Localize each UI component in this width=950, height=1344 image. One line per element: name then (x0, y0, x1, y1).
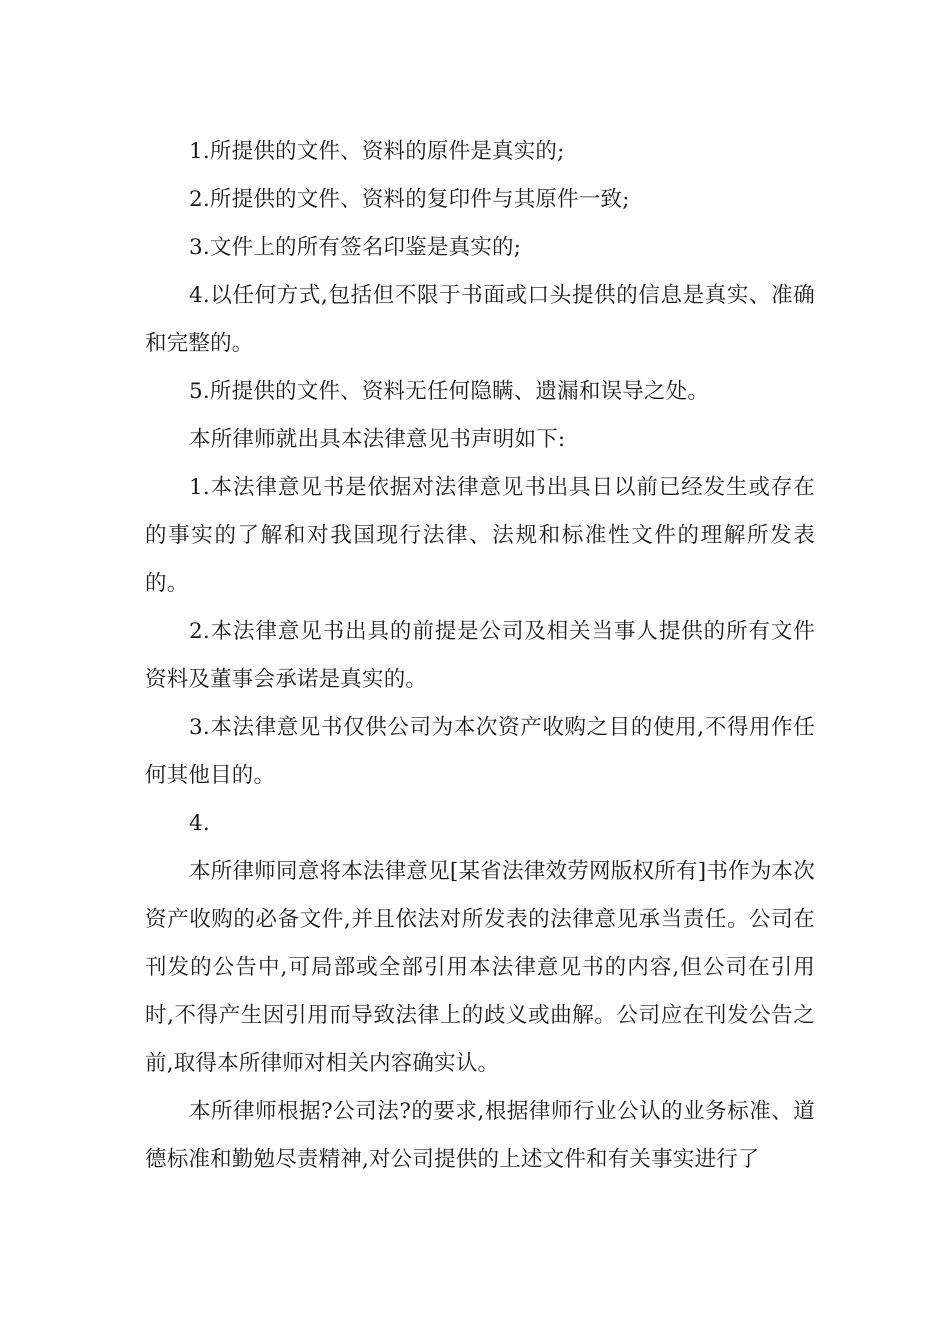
list-item-original-authentic: 1.所提供的文件、资料的原件是真实的; (189, 139, 565, 164)
verification-paragraph: 本所律师根据?公司法?的要求,根据律师行业公认的业务标准、道德标准和勤勉尽责精神,对公司提供的上述文件和有关事实进行了 (145, 1099, 815, 1172)
declaration-item-premise: 2.本法律意见书出具的前提是公司及相关当事人提供的所有文件资料及董事会承诺是真实的。 (145, 619, 815, 692)
document-body (145, 128, 815, 1184)
list-item-no-concealment: 5.所提供的文件、资料无任何隐瞒、遗漏和误导之处。 (189, 379, 710, 404)
list-item-signatures-authentic: 3.文件上的所有签名印鉴是真实的; (189, 235, 522, 260)
list-item-information-accurate: 4.以任何方式,包括但不限于书面或口头提供的信息是真实、准确和完整的。 (145, 283, 815, 356)
declaration-intro: 本所律师就出具本法律意见书声明如下: (189, 427, 566, 452)
declaration-item-4: 4. (189, 811, 210, 836)
list-item-copies-consistent: 2.所提供的文件、资料的复印件与其原件一致; (189, 187, 630, 212)
declaration-item-purpose: 3.本法律意见书仅供公司为本次资产收购之目的使用,不得用作任何其他目的。 (145, 715, 815, 788)
declaration-item-basis: 1.本法律意见书是依据对法律意见书出具日以前已经发生或存在的事实的了解和对我国现行法律、法规和标准性文件的理解所发表的。 (145, 475, 815, 596)
consent-paragraph: 本所律师同意将本法律意见[某省法律效劳网版权所有]书作为本次资产收购的必备文件,并且依法对所发表的法律意见承当责任。公司在刊发的公告中,可局部或全部引用本法律意见书的内容,但公司在引用时,不得产生因引用而导致法律上的歧义或曲解。公司应在刊发公告之前,取得本所律师对相关内容确实认。 (145, 859, 815, 1076)
